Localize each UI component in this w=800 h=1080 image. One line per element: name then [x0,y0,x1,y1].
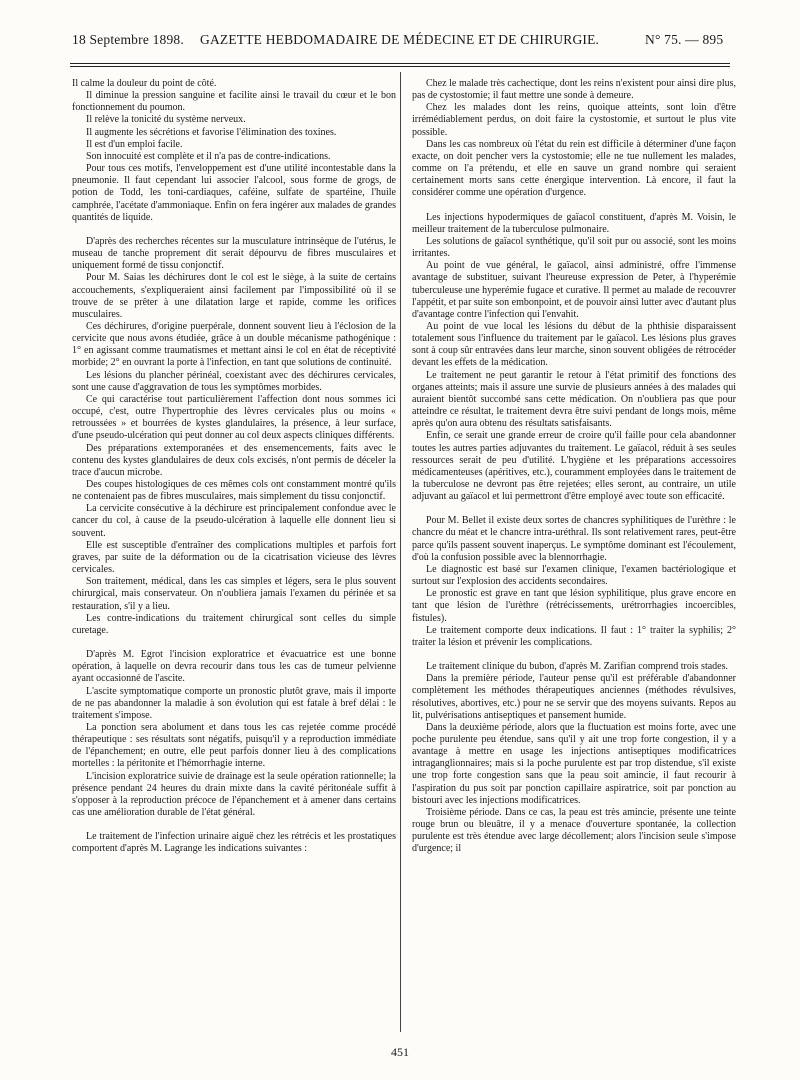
paragraph: Au point de vue local les lésions du début de la phthisie disparaissent totalement sous l'influence du traitement par le gaïacol. Les lésions plus graves sont à coup sûr entravées dans leur marche, sinon souvent obligées de rétrocéder devant les effets de la médication. [412,320,736,369]
paragraph: Dans la première période, l'auteur pense qu'il est préférable d'abandonner complètement les méthodes thérapeutiques anciennes (méthodes révulsives, résolutives, abortives, etc.) pour ne se servir que des moyens suivants. Repos au lit, pulvérisations antiseptiques et pansement humide. [412,673,736,721]
paragraph: Des préparations extemporanées et des ensemencements, faits avec le contenu des kystes glandulaires de deux cols excisés, n'ont permis de déceler la trace d'aucun microbe. [72,442,396,478]
paragraph: Le traitement comporte deux indications. Il faut : 1° traiter la syphilis; 2° traiter la lésion et prévenir les complications. [412,624,736,648]
paragraph: La ponction sera abolument et dans tous les cas rejetée comme procédé thérapeutique : ses résultats sont négatifs, puisqu'il y a reproduction immédiate de l'épanchement; en outre, elle peut parfois donner lieu à des complications mortelles : la péritonite et l'hémorrhagie interne. [72,721,396,770]
paragraph: Chez les malades dont les reins, quoique atteints, sont loin d'être irrémédiablement perdus, on doit faire la cystostomie, et surtout le plus vite possible. [412,102,736,138]
paragraph: Le traitement ne peut garantir le retour à l'état primitif des fonctions des organes atteints; mais il assure une survie de plusieurs années à des malades qui auraient bientôt succombé sans cette médication. On n'oubliera pas que pour atteindre ce résultat, le traitement devra être suivi pendant de longs mois, même après qu'on aura obtenu des résultats satisfaisants. [412,369,736,430]
paragraph: Au point de vue général, le gaïacol, ainsi administré, offre l'immense avantage de substituer, suivant l'heureuse expression de Peter, à l'hyperémie tuberculeuse une hyperémie fugace et curative. Il permet au malade de recouvrer l'appétit, et par suite son embonpoint, et de pouvoir ainsi lutter avec d'autant plus d'avantage contre l'infection qui l'envahit. [412,260,736,320]
paragraph: Son innocuité est complète et il n'a pas de contre-indications. [86,150,331,162]
paragraph: Pour M. Saias les déchirures dont le col est le siège, à la suite de certains accouchements, s'expliqueraient ainsi facilement par l'impossibilité où il se trouve de se prêter à une dilatation large et rapide, comme les orifices musculaires. [72,272,396,320]
paragraph: L'ascite symptomatique comporte un pronostic plutôt grave, mais il importe de ne pas abandonner la maladie à son évolution qui est fatale à bref délai : le traitement s'impose. [72,685,396,721]
paragraph: Pour tous ces motifs, l'enveloppement est d'une utilité incontestable dans la pneumonie. Il faut cependant lui associer l'alcool, sous forme de grogs, de potion de Todd, les toni-cardiaques, caféine, sulfate de spartéine, l'huile camphrée, l'acétate d'ammoniaque. Enfin on fera ingérer aux malades de grandes quantités de liquide. [72,163,396,223]
paragraph: Troisième période. Dans ce cas, la peau est très amincie, présente une teinte rouge brun ou bleuâtre, il y a menace d'ouverture spontanée, la collection purulente est très étendue avec large décollement; alors l'incision seule s'impose d'urgence; il [412,806,736,855]
paragraph: Le traitement de l'infection urinaire aiguë chez les rétrécis et les prostatiques comportent d'après M. Lagrange les indications suivantes : [72,831,396,855]
running-header [0,32,800,62]
paragraph: D'après des recherches récentes sur la musculature intrinsèque de l'utérus, le museau de tanche proprement dit serait dépourvu de fibres musculaires et uniquement formé de tissu conjonctif. [72,235,396,272]
paragraph: Ce qui caractérise tout particulièrement l'affection dont nous sommes ici occupé, c'est, outre l'hypertrophie des lèvres cervicales plus ou moins « retroussées » et bourrées de kystes glandulaires, la présence, à leur surface, d'une pseudo-ulcération qui peut donner au col deux aspects cliniques différents. [72,393,396,442]
header-rule-top [70,63,730,64]
paragraph: Elle est susceptible d'entraîner des complications multiples et parfois fort graves, par suite de la déformation ou de la cicatrisation vicieuse des lèvres cervicales. [72,539,396,576]
paragraph: Il est d'un emploi facile. [86,138,183,150]
header-rule-bottom [70,66,730,67]
paragraph: La cervicite consécutive à la déchirure est principalement confondue avec le cancer du col, à cause de la pseudo-ulcération à laquelle elle donnent lieu si souvent. [72,503,396,539]
paragraph: Il calme la douleur du point de côté. [72,78,217,89]
page-number: 451 [391,1045,409,1059]
paragraph: Les solutions de gaïacol synthétique, qu'il soit pur ou associé, sont les moins irritantes. [412,235,736,260]
column-divider [400,72,401,1032]
header-journal-title: GAZETTE HEBDOMADAIRE DE MÉDECINE ET DE CHIRURGIE. [200,32,600,47]
paragraph: Le pronostic est grave en tant que lésion syphilitique, plus grave encore en tant que lésion de l'urèthre (rétrécissements, urétrorrhagies incoercibles, fistules). [412,588,736,624]
paragraph: L'incision exploratrice suivie de drainage est la seule opération rationnelle; la présence pendant 24 heures du drain mixte dans la cavité péritonéale suffit à s'opposer à la reproduction précoce de l'épanchement et à amener dans certains cas une amélioration durable de l'état général. [72,770,396,819]
paragraph: Les injections hypodermiques de gaïacol constituent, d'après M. Voisin, le meilleur traitement de la tuberculose pulmonaire. [412,211,736,235]
paragraph: Le traitement clinique du bubon, d'après M. Zarifian comprend trois stades. [426,661,728,673]
paragraph: Il relève la tonicité du système nerveux. [86,114,246,126]
right-column [412,78,736,856]
paragraph: Il diminue la pression sanguine et facilite ainsi le travail du cœur et le bon fonctionnement du poumon. [72,90,396,114]
paragraph: Son traitement, médical, dans les cas simples et légers, sera le plus souvent chirurgical, mais conservateur. On n'oubliera jamais l'examen du périnée et sa restauration, s'il y a lieu. [72,576,396,612]
paragraph: Des coupes histologiques de ces mêmes cols ont constamment montré qu'ils ne contenaient pas de fibres musculaires, mais simplement du tissu conjonctif. [72,479,396,503]
header-date: 18 Septembre 1898. [72,32,184,47]
paragraph: Les lésions du plancher périnéal, coexistant avec des déchirures cervicales, sont une cause d'aggravation de tous les symptômes morbides. [72,369,396,393]
paragraph: Pour M. Bellet il existe deux sortes de chancres syphilitiques de l'urèthre : le chancre du méat et le chancre intra-uréthral. Ils sont relativement rares, peut-être parce qu'ils passent souvent inaperçus. Le symptôme dominant est l'écoulement, d'où la confusion possible avec la blennorrhagie. [412,515,736,563]
paragraph: D'après M. Egrot l'incision exploratrice et évacuatrice est une bonne opération, à laquelle on devra recourir dans tous les cas de tumeur pelvienne ayant occasionné de l'ascite. [72,649,396,685]
paragraph: Dans la deuxième période, alors que la fluctuation est moins forte, avec une poche purulente peu étendue, sans qu'il y ait une trop forte congestion, il y a avantage à mettre en usage les injections antiseptiques modificatrices intraganglionnaires; mais si la poche purulente est par trop distendue, s'il existe une trop forte congestion sans que la peau soit amincie, il faut recourir à l'aspiration du pus soit par ponction capillaire aspiratrice, soit par ponction au bistouri avec les injections modificatrices. [412,721,736,806]
paragraph: Il augmente les sécrétions et favorise l'élimination des toxines. [86,126,337,138]
paragraph: Ces déchirures, d'origine puerpérale, donnent souvent lieu à l'éclosion de la cervicite que nous avons étudiée, grâce à un double mécanisme pathogénique : 1° en agissant comme traumatismes et mettant ainsi le col en état de réceptivité morbide; 2° en ouvrant la porte à l'infection, en tant que solutions de continuité. [72,320,396,369]
paragraph: Enfin, ce serait une grande erreur de croire qu'il faille pour cela abandonner toutes les autres parties adjuvantes du traitement. Le gaïacol, réduit à ses seules ressources serait de peu d'utilité. L'hygiène et les préparations accessoires médicamenteuses (apéritives, etc.), couramment employées dans le traitement de la tuberculose ne devront pas être rejetées; elles seront, au contraire, un utile adjuvant au gaïacol et lui permettront d'être employé avec toute son efficacité. [412,430,736,503]
paragraph: Dans les cas nombreux où l'état du rein est difficile à déterminer d'une façon exacte, on doit pencher vers la cystostomie; elle ne tue nullement les malades, comme on l'a prétendu, et elle en sauve un grand nombre qui seraient certainement morts sans cette énergique intervention. Là encore, il faut la considérer comme une opération d'urgence. [412,138,736,199]
paragraph: Le diagnostic est basé sur l'examen clinique, l'examen bactériologique et surtout sur l'explosion des accidents secondaires. [412,563,736,588]
paragraph: Chez le malade très cachectique, dont les reins n'existent pour ainsi dire plus, pas de cystostomie; il faut mettre une sonde à demeure. [412,78,736,102]
left-column [72,78,396,856]
header-issue-page: N° 75. — 895 [645,32,724,47]
paragraph: Les contre-indications du traitement chirurgical sont celles du simple curetage. [72,612,396,636]
